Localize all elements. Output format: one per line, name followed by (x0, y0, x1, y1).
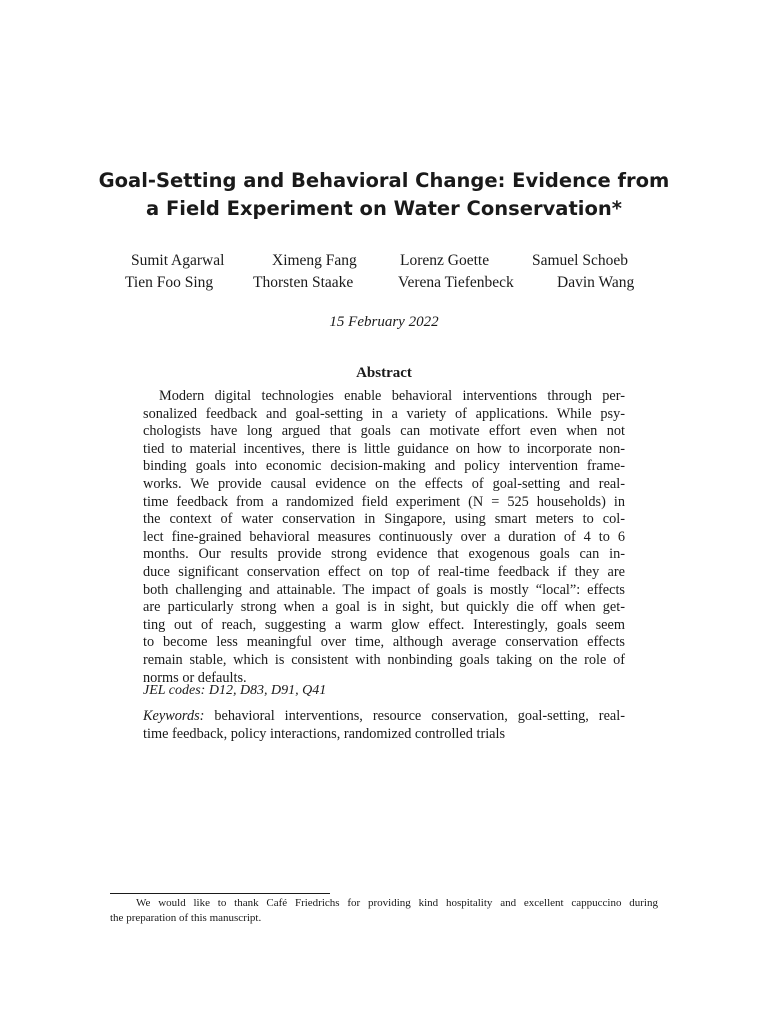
paper-title (0, 167, 768, 223)
author-name: Ximeng Fang (272, 252, 357, 269)
abstract-line: lect fine-grained behavioral measures continuously over a duration of 4 to 6 (143, 528, 625, 545)
abstract-line: sonalized feedback and goal-setting in a variety of applications. While psy- (143, 405, 625, 422)
abstract-line: time feedback from a randomized field experiment (N = 525 households) in (143, 493, 625, 510)
keywords-line-1 (143, 708, 625, 726)
keywords-label: Keywords: (143, 708, 205, 724)
abstract-heading: Abstract (356, 365, 412, 381)
abstract-line: the context of water conservation in Singapore, using smart meters to col- (143, 511, 625, 528)
abstract-body (143, 388, 625, 687)
footnote-line-1: We would like to thank Café Friedrichs for providing kind hospitality and excellent cappuccino during (136, 897, 658, 909)
jel-codes: JEL codes: D12, D83, D91, Q41 (143, 683, 327, 698)
keywords (143, 708, 625, 743)
author-name: Tien Foo Sing (125, 274, 214, 291)
keywords-line-2: time feedback, policy interactions, randomized controlled trials (143, 725, 506, 742)
title-line-1: Goal-Setting and Behavioral Change: Evidence from (98, 169, 670, 192)
abstract-line: binding goals into economic decision-making and policy intervention frame- (143, 458, 625, 475)
author-name: Lorenz Goette (400, 252, 490, 269)
author-name: Thorsten Staake (253, 274, 354, 291)
publication-date: 15 February 2022 (329, 314, 439, 330)
author-name: Samuel Schoeb (532, 252, 628, 269)
footnote (110, 896, 658, 926)
author-name: Davin Wang (557, 274, 635, 291)
abstract-line: both challenging and attainable. The impact of goals is mostly “local”: effects (143, 581, 625, 598)
abstract-line: norms or defaults. (143, 669, 247, 686)
author-name: Sumit Agarwal (131, 252, 225, 269)
abstract-line: chologists have long argued that goals can motivate effort even when not (143, 423, 625, 440)
keywords-text-1: behavioral interventions, resource conservation, goal-setting, real- (214, 708, 625, 724)
abstract-line: are particularly strong when a goal is in sight, but quickly die off when get- (143, 599, 625, 616)
abstract-line: duce significant conservation effect on top of real-time feedback if they are (143, 563, 625, 580)
abstract-line: works. We provide causal evidence on the effects of goal-setting and real- (143, 475, 625, 492)
abstract-line: ting out of reach, suggesting a warm glow effect. Interestingly, goals seem (143, 616, 625, 633)
title-line-2: a Field Experiment on Water Conservation* (146, 197, 622, 220)
footnote-rule (110, 893, 330, 894)
abstract-line: to become less meaningful over time, although average conservation effects (143, 634, 625, 651)
abstract-line: months. Our results provide strong evidence that exogenous goals can in- (143, 546, 625, 563)
abstract-line: Modern digital technologies enable behavioral interventions through per- (159, 388, 625, 404)
abstract-line: remain stable, which is consistent with nonbinding goals taking on the role of (143, 651, 625, 668)
footnote-line-2: the preparation of this manuscript. (110, 912, 262, 924)
author-name: Verena Tiefenbeck (398, 274, 514, 291)
abstract-line: tied to material incentives, there is little guidance on how to incorporate non- (143, 440, 625, 457)
